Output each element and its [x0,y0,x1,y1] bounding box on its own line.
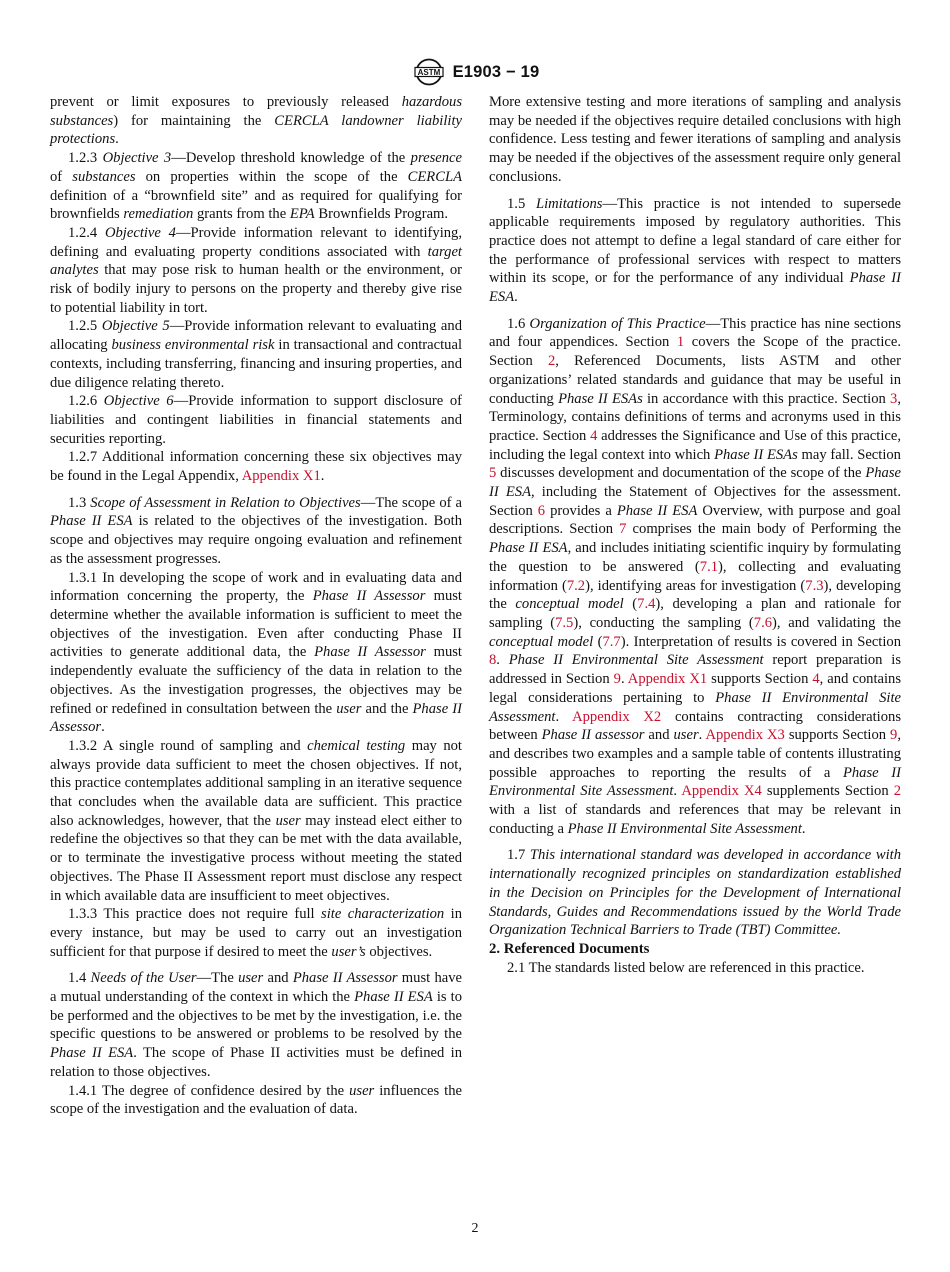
svg-text:ASTM: ASTM [417,68,440,78]
ref-7-5-link[interactable]: 7.5 [555,614,574,631]
section-2-link[interactable]: 2 [547,353,556,370]
appendix-x3-link[interactable]: Appendix X3 [705,727,785,744]
section-1-link[interactable]: 1 [676,334,685,351]
section-5-link[interactable]: 5 [489,465,497,482]
ref-7-7-link[interactable]: 7.7 [602,633,621,650]
section-9-link[interactable]: 9 [613,671,621,688]
appendix-x1-link[interactable]: Appendix X1 [627,671,708,688]
ref-7-1-link[interactable]: 7.1 [699,558,719,575]
section-9-link[interactable]: 9 [890,727,898,744]
ref-7-4-link[interactable]: 7.4 [637,596,656,613]
ref-7-3-link[interactable]: 7.3 [805,577,824,594]
section-2-link[interactable]: 2 [893,783,901,800]
section-4-link[interactable]: 4 [812,671,820,688]
appendix-x4-link[interactable]: X4 [743,783,762,800]
ref-7-2-link[interactable]: 7.2 [566,577,586,594]
section-8-link[interactable]: 8 [489,652,497,669]
appendix-x2-link[interactable]: Appendix X2 [572,708,662,725]
appendix-x4-link[interactable]: Appendix [681,783,739,800]
section-4-link[interactable]: 4 [590,427,598,444]
left-column: prevent or limit exposures to previously released hazardous substances) for maintaining the CERCLA landowner liability protections. 1.2.3 Objective 3—Develop threshold knowledge of the presence of substances on properties within the scope of the CERCLA definition of a “brownfield site” and as required for qualifying for brownfields remediation grants from the EPA Brownfields Program. 1.2.4 Objective 4—Provide information relevant to identifying, defining and evaluating property conditions associated with target analytes that may pose risk to human health or the environment, or risk of bodily injury to persons on the property and thereby give rise to potential liability in tort. 1.2.5 Objective 5—Provide information relevant to evaluating and allocating business environmental risk in transactional and contractual contexts, including transferring, financing and insuring properties, and due diligence relating thereto. 1.2.6 Objective 6—Provide information to support disclosure of liabilities and contingent liabilities in financial statements and securities reporting. 1.2.7 Additional information concerning these six objectives may be found in the Legal Appendix, Appendix X1. 1.3 Scope of Assessment in Relation to Objectives—The scope of a Phase II ESA is related to the objectives of the investigation. Both scope and objectives may require ongoing evaluation and refinement as the assessment progresses. 1.3.1 In developing the scope of work and in evaluating data and information concerning the property, the Phase II Assessor must determine whether the available information is sufficient to meet the objectives of the investigation. Even after conducting Phase II activities to generate additional data, the Phase II Assessor must independently evaluate the sufficiency of the data in relation to the objectives. As the investigation progresses, the objectives may be refined or redefined in consultation between the user and the Phase II Assessor. 1.3.2 A single round of sampling and chemical testing may not always provide data sufficient to meet the chosen objectives. If not, this practice contemplates additional sampling in an iterative sequence that concludes when the available data are sufficient. This practice also acknowledges, however, that the user may instead elect either to redefine the objectives so that they can be met with the data available, or to terminate the investigative process without meeting the stated objectives. The Phase II Assessment report must disclose any respect in which available data are insufficient to meet objectives. 1.3.3 This practice does not require full site characterization in every instance, but may be used to carry out an investigation sufficient for that purpose if desired to meet the user’s objectives. 1.4 Needs of the User—The user and Phase II Assessor must have a mutual understanding of the context in which the Phase II ESA is to be performed and the objectives to be met by the investigation, i.e. the specific questions to be answered or problems to be resolved by the Phase II ESA. The scope of Phase II activities must be defined in relation to those objectives. 1.4.1 The degree of confidence desired by the user influences the scope of the investigation and the evaluation of data. [50,94,463,1118]
section-3-link[interactable]: 3 [890,390,898,407]
document-id: E1903 − 19 [452,62,540,81]
appendix-x1-link[interactable]: Appendix X1 [241,468,321,485]
astm-logo-icon [411,58,447,86]
section-6-link[interactable]: 6 [537,502,546,519]
section-7-link[interactable]: 7 [619,521,627,538]
section-2-heading: 2. Referenced Documents [489,940,650,957]
right-column: More extensive testing and more iterations of sampling and analysis may be needed if the objectives require detailed conclusions with high confidence. Less testing and fewer iterations of sampling and analysis may be needed if the objectives of the assessment require only general conclusions. 1.5 Limitations—This practice is not intended to supersede applicable requirements imposed by regulatory authorities. This practice does not attempt to define a legal standard of care either for the performance of professional services with respect to matters within its scope, or for the performance of any individual Phase II ESA. 1.6 Organization of This Practice—This practice has nine sections and four appendices. Section 1 covers the Scope of the practice. Section 2, Referenced Documents, lists ASTM and other organizations’ related standards and guidance that may be useful in conducting Phase II ESAs in accordance with this practice. Section 3, Terminology, contains definitions of terms and acronyms used in this practice. Section 4 addresses the Significance and Use of this practice, including the legal context into which Phase II ESAs may fall. Section 5 discusses development and documentation of the scope of the Phase II ESA, including the Statement of Objectives for the assessment. Section 6 provides a Phase II ESA Overview, with purpose and goal descriptions. Section 7 comprises the main body of Performing the Phase II ESA, and includes initiating scientific inquiry by formulating the question to be answered (7.1), collecting and evaluating information (7.2), identifying areas for investigation (7.3), developing the conceptual model (7.4), developing a plan and rationale for sampling (7.5), conducting the sampling (7.6), and validating the conceptual model (7.7). Interpretation of results is covered in Section 8. Phase II Environmental Site Assessment report preparation is addressed in Section 9. Appendix X1 supports Section 4, and contains legal considerations pertaining to Phase II Environmental Site Assessment. Appendix X2 contains contracting considerations between Phase II assessor and user. Appendix X3 supports Section 9, and describes two examples and a sample table of contents illustrating possible approaches to reporting the results of a Phase II Environmental Site Assessment. Appendix X4 supplements Section 2 with a list of standards and references that may be relevant in conducting a Phase II Environmental Site Assessment. 1.7 This international standard was developed in accordance with internationally recognized principles on standardization established in the Decision on Principles for the Development of International Standards, Guides and Recommendations issued by the World Trade Organization Technical Barriers to Trade (TBT) Committee. 2. Referenced Documents 2.1 The standards listed below are referenced in this practice. [489,94,902,976]
page-number: 2 [471,1221,479,1236]
ref-7-6-link[interactable]: 7.6 [753,614,773,631]
page-header [0,58,950,91]
